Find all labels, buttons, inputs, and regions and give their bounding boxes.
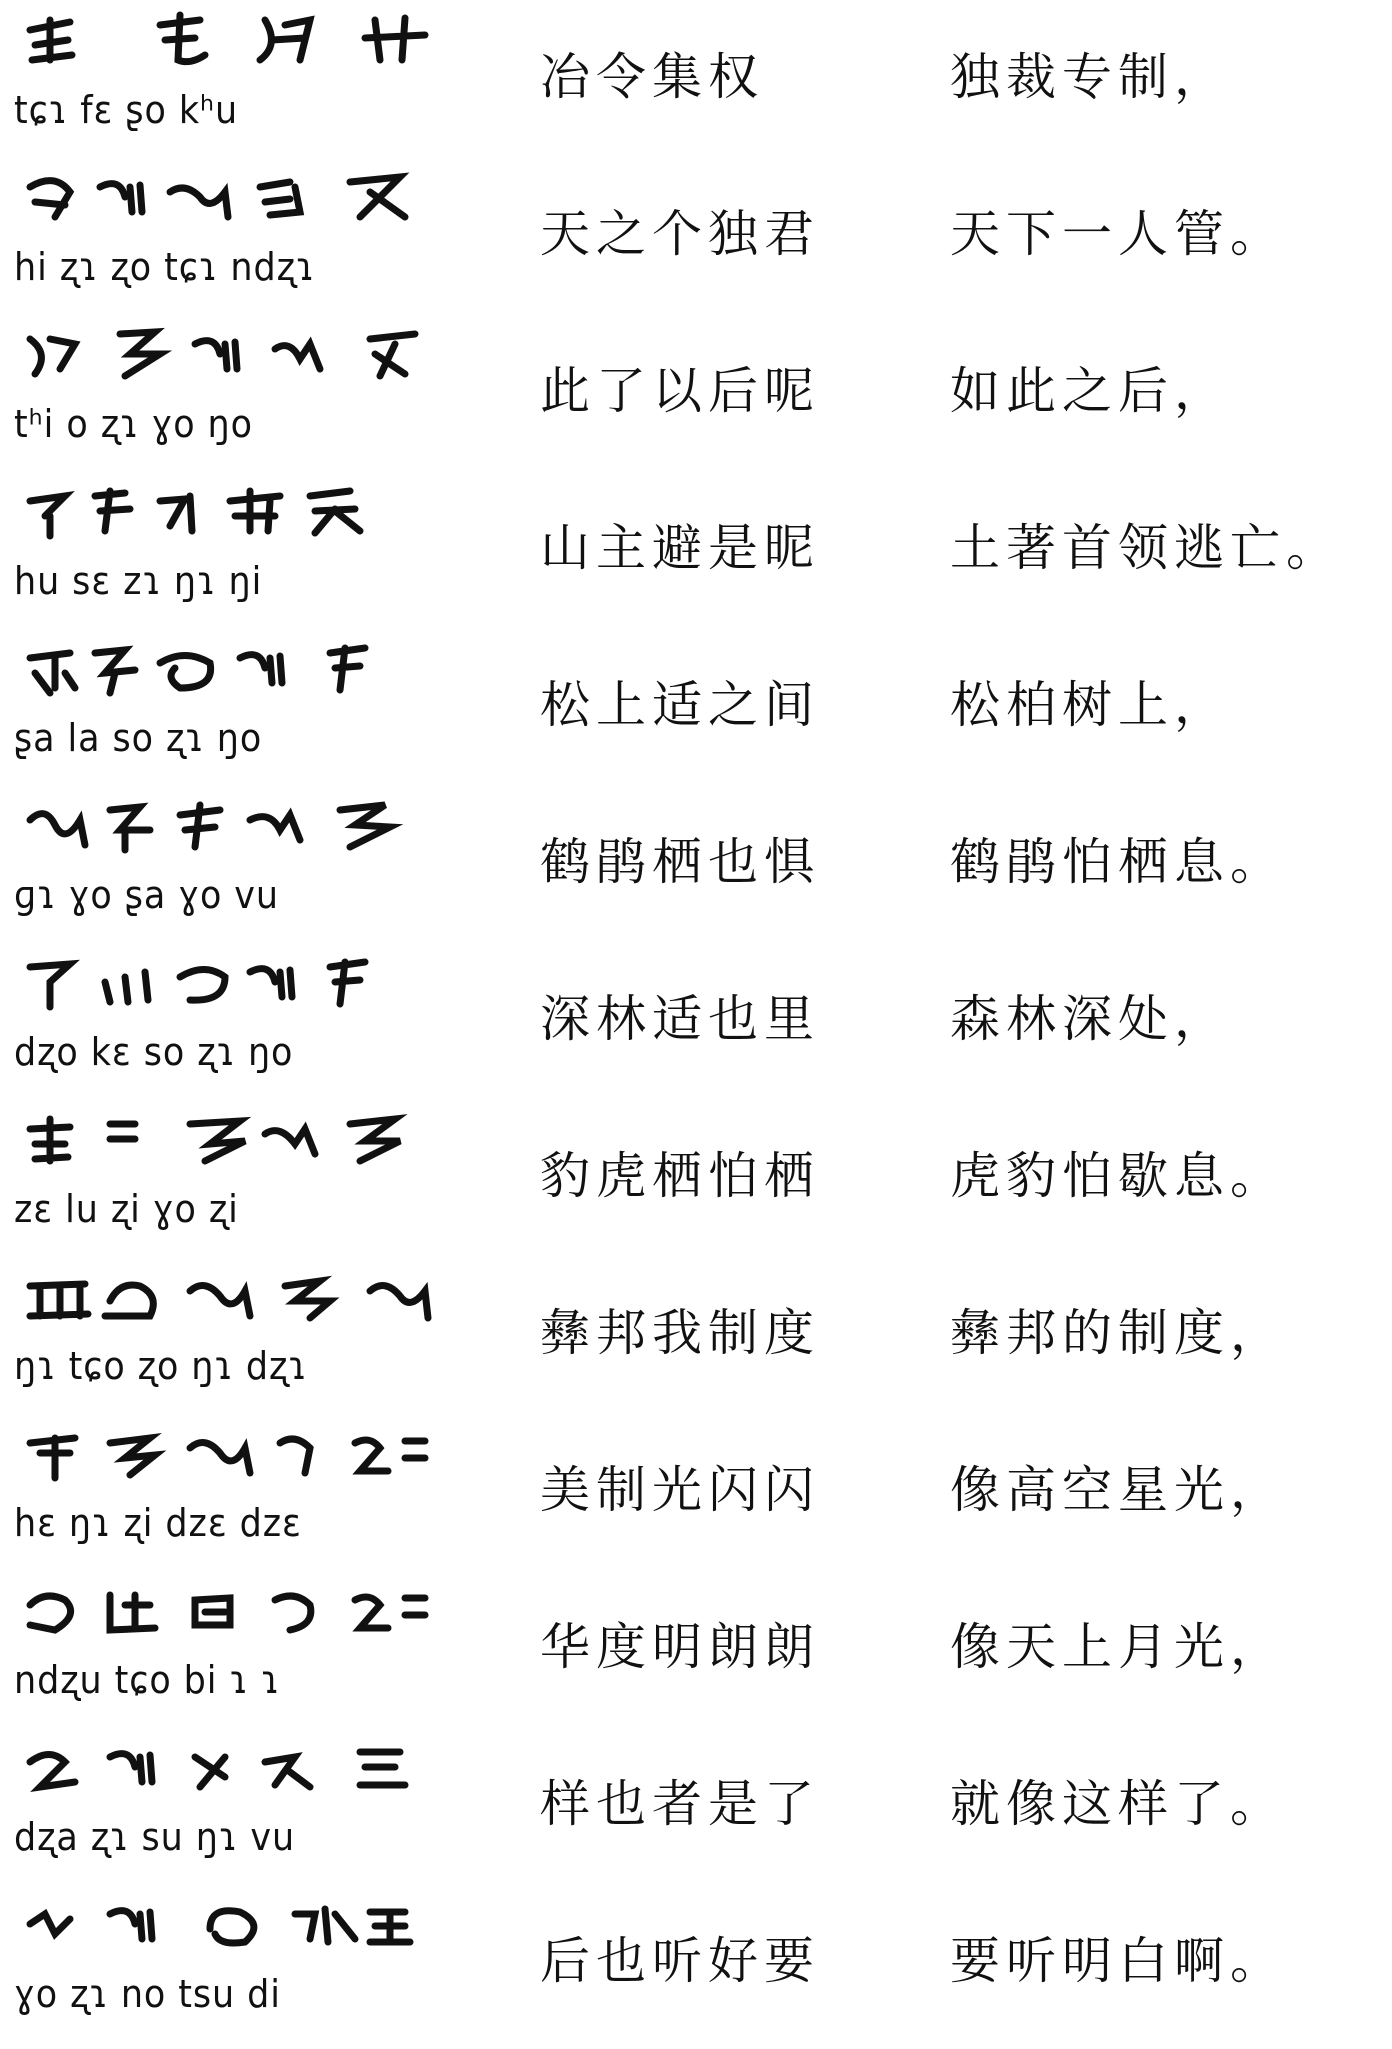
- romanization: hu sɛ zɿ ŋɿ ŋi: [14, 559, 263, 603]
- yi-script-glyphs: [10, 942, 450, 1099]
- translation-text: 如此之后，: [950, 362, 1230, 420]
- yi-script-glyphs: [10, 314, 450, 471]
- yi-script-image: [10, 1884, 450, 1984]
- translation-text: 虎豹怕歇息。: [950, 1147, 1286, 1205]
- original-text: 豹虎栖怕栖: [540, 1147, 820, 1205]
- verse-row: [0, 1256, 1392, 1413]
- romanization: ʂa la so ʐɿ ŋo: [14, 716, 263, 760]
- verse-row: [0, 0, 1392, 157]
- yi-script-image: [10, 0, 450, 100]
- translation-text: 独裁专制，: [950, 48, 1230, 106]
- yi-script-glyphs: [10, 628, 450, 785]
- yi-script-glyphs: [10, 1099, 450, 1256]
- romanization: tʰi o ʐɿ ɣo ŋo: [14, 402, 253, 446]
- yi-script-glyphs: [10, 1413, 450, 1570]
- yi-script-glyphs: [10, 157, 450, 314]
- yi-script-image: [10, 471, 450, 571]
- romanization: dʐa ʐɿ su ŋɿ vu: [14, 1815, 296, 1859]
- original-text: 华度明朗朗: [540, 1618, 820, 1676]
- verse-row: [0, 1099, 1392, 1256]
- translation-text: 天下一人管。: [950, 205, 1286, 263]
- original-text: 冶令集权: [540, 48, 764, 106]
- verse-row: [0, 628, 1392, 785]
- original-text: 此了以后呢: [540, 362, 820, 420]
- original-text: 彝邦我制度: [540, 1304, 820, 1362]
- verse-row: [0, 1413, 1392, 1570]
- verse-row: [0, 1570, 1392, 1727]
- yi-script-image: [10, 1570, 450, 1670]
- translation-text: 森林深处，: [950, 990, 1230, 1048]
- yi-script-image: [10, 314, 450, 414]
- verse-row: [0, 1884, 1392, 2041]
- original-text: 后也听好要: [540, 1932, 820, 1990]
- yi-script-image: [10, 785, 450, 885]
- original-text: 山主避是昵: [540, 519, 820, 577]
- romanization: ɣo ʐɿ no tsu di: [14, 1972, 281, 2016]
- yi-script-glyphs: [10, 0, 450, 157]
- yi-script-image: [10, 628, 450, 728]
- original-text: 样也者是了: [540, 1775, 820, 1833]
- yi-script-glyphs: [10, 1570, 450, 1727]
- yi-script-image: [10, 1256, 450, 1356]
- yi-script-image: [10, 1727, 450, 1827]
- yi-script-image: [10, 1099, 450, 1199]
- yi-script-image: [10, 942, 450, 1042]
- verse-row: [0, 1727, 1392, 1884]
- yi-script-image: [10, 1413, 450, 1513]
- verse-row: [0, 314, 1392, 471]
- romanization: ɡɿ ɣo ʂa ɣo vu: [14, 873, 279, 917]
- romanization: zɛ lu ʐi ɣo ʐi: [14, 1187, 239, 1231]
- verse-row: [0, 157, 1392, 314]
- translation-text: 像天上月光，: [950, 1618, 1286, 1676]
- original-text: 鹤鹃栖也惧: [540, 833, 820, 891]
- verse-row: [0, 942, 1392, 1099]
- translation-text: 土著首领逃亡。: [950, 519, 1342, 577]
- yi-script-glyphs: [10, 1727, 450, 1884]
- translation-text: 要听明白啊。: [950, 1932, 1286, 1990]
- translation-text: 就像这样了。: [950, 1775, 1286, 1833]
- verse-row: [0, 785, 1392, 942]
- translation-text: 彝邦的制度，: [950, 1304, 1286, 1362]
- yi-script-glyphs: [10, 785, 450, 942]
- romanization: hi ʐɿ ʐo tɕɿ ndʐɿ: [14, 245, 316, 289]
- translation-text: 像高空星光，: [950, 1461, 1286, 1519]
- romanization: ŋɿ tɕo ʐo ŋɿ dʐɿ: [14, 1344, 308, 1388]
- romanization: ndʐu tɕo bi ɿ ɿ: [14, 1658, 281, 1702]
- original-text: 深林适也里: [540, 990, 820, 1048]
- yi-script-glyphs: [10, 1256, 450, 1413]
- yi-script-image: [10, 157, 450, 257]
- romanization: tɕɿ fɛ ʂo kʰu: [14, 88, 239, 132]
- original-text: 天之个独君: [540, 205, 820, 263]
- romanization: hɛ ŋɿ ʐi dzɛ dzɛ: [14, 1501, 302, 1545]
- original-text: 美制光闪闪: [540, 1461, 820, 1519]
- translation-text: 鹤鹃怕栖息。: [950, 833, 1286, 891]
- verse-row: [0, 471, 1392, 628]
- romanization: dʐo kɛ so ʐɿ ŋo: [14, 1030, 294, 1074]
- yi-script-glyphs: [10, 1884, 450, 2041]
- translation-text: 松柏树上，: [950, 676, 1230, 734]
- original-text: 松上适之间: [540, 676, 820, 734]
- yi-script-glyphs: [10, 471, 450, 628]
